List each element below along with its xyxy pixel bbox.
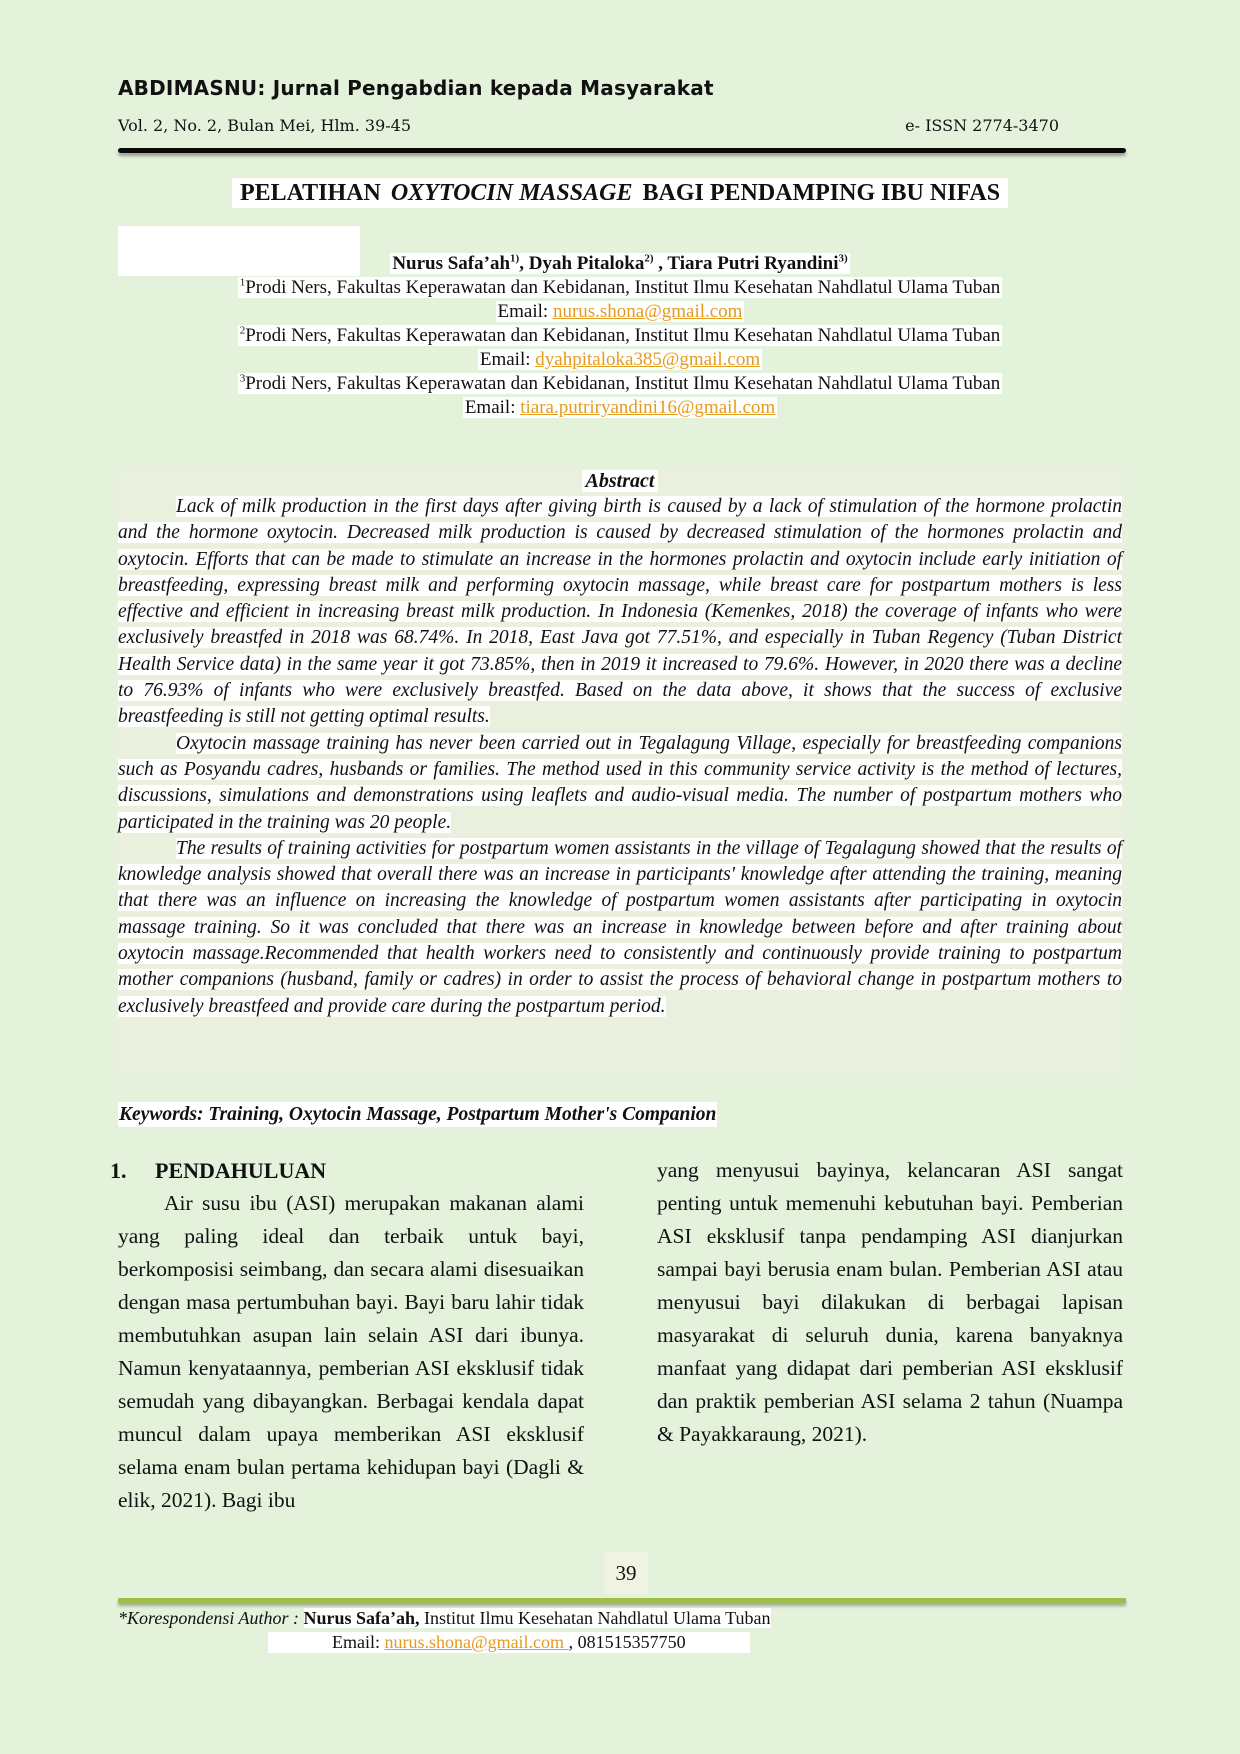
- abstract-paragraph: [118, 494, 1122, 731]
- email-link[interactable]: tiara.putriryandini16@gmail.com: [520, 397, 776, 418]
- affil-sup: 2: [239, 324, 246, 337]
- section-number: 1.: [110, 1158, 127, 1183]
- author-name: Dyah Pitaloka: [528, 253, 645, 274]
- correspondence-label: *Korespondensi Author :: [118, 1608, 304, 1628]
- email-label: Email:: [497, 301, 553, 322]
- issn: e- ISSN 2774-3470: [905, 116, 1059, 135]
- keywords: [118, 1104, 717, 1126]
- email-label: Email:: [479, 349, 536, 370]
- affiliation-1: [0, 276, 1240, 300]
- keywords-text: Keywords: Training, Oxytocin Massage, Postpartum Mother's Companion: [119, 1104, 717, 1125]
- affil-sup: 1: [239, 276, 246, 289]
- email-line-3: [0, 396, 1240, 420]
- section-heading: [110, 1154, 584, 1187]
- affil-text: Prodi Ners, Fakultas Keperawatan dan Kebidanan, Institut Ilmu Kesehatan Nahdlatul Ulama Tuban: [245, 325, 1001, 346]
- correspondence-institution: Institut Ilmu Kesehatan Nahdlatul Ulama Tuban: [419, 1608, 771, 1628]
- author-list: [0, 252, 1240, 276]
- correspondence-line: [118, 1608, 771, 1629]
- author-sup: 2): [644, 252, 654, 265]
- abstract-heading-text: Abstract: [582, 470, 659, 492]
- body-paragraph: Air susu ibu (ASI) merupakan makanan alami yang paling ideal dan terbaik untuk bayi, berkomposisi seimbang, dan secara alami disesuaikan dengan masa pertumbuhan bayi. Bayi baru lahir tidak membutuhkan asupan lain selain ASI dari ibunya. Namun kenyataannya, pemberian ASI eksklusif tidak semudah yang dibayangkan. Berbagai kendala dapat muncul dalam upaya memberikan ASI eksklusif selama enam bulan pertama kehidupan bayi (Dagli & elik, 2021). Bagi ibu: [118, 1191, 584, 1512]
- section-title: PENDAHULUAN: [155, 1158, 327, 1183]
- email-line-2: [0, 348, 1240, 372]
- email-link[interactable]: nurus.shona@gmail.com: [552, 301, 743, 322]
- header-divider: [118, 148, 1126, 153]
- affiliation-3: [0, 372, 1240, 396]
- title-italic: OXYTOCIN MASSAGE: [390, 180, 633, 206]
- affiliation-2: [0, 324, 1240, 348]
- affil-sup: 3: [239, 372, 246, 385]
- correspondence-contact: [268, 1632, 750, 1653]
- author-sup: 3): [838, 252, 848, 265]
- title-prefix: PELATIHAN: [236, 178, 391, 208]
- column-right: [657, 1154, 1123, 1451]
- correspondence-email-link[interactable]: nurus.shona@gmail.com: [384, 1632, 569, 1652]
- abstract-text: Oxytocin massage training has never been carried out in Tegalagung Village, especially for breastfeeding companions such as Posyandu cadres, husbands or families. The method used in this community service activity is the method of lectures, discussions, simulations and demonstrations using leaflets and audio-visual media. The number of postpartum mothers who participated in the training was 20 people.: [118, 732, 1122, 833]
- author-sep: ,: [519, 253, 529, 274]
- abstract-body: [118, 494, 1122, 1020]
- volume-info: Vol. 2, No. 2, Bulan Mei, Hlm. 39-45: [118, 116, 412, 135]
- email-line-1: [0, 300, 1240, 324]
- correspondence-author: Nurus Safa’ah,: [303, 1608, 420, 1628]
- email-link[interactable]: dyahpitaloka385@gmail.com: [535, 349, 761, 370]
- abstract-heading: [0, 470, 1240, 493]
- title-suffix: BAGI PENDAMPING IBU NIFAS: [632, 178, 1004, 208]
- affiliations: [0, 276, 1240, 420]
- author-sup: 1): [510, 252, 520, 265]
- column-left: [110, 1154, 584, 1517]
- email-label: Email:: [332, 1632, 385, 1652]
- abstract-paragraph: [118, 836, 1122, 1020]
- author-name: Tiara Putri Ryandini: [667, 253, 839, 274]
- email-label: Email:: [464, 397, 521, 418]
- body-paragraph: yang menyusui bayinya, kelancaran ASI sangat penting untuk memenuhi kebutuhan bayi. Pemberian ASI eksklusif tanpa pendamping ASI dianjurkan sampai bayi berusia enam bulan. Pemberian ASI atau menyusui bayi dilakukan di berbagai lapisan masyarakat di seluruh dunia, karena banyaknya manfaat yang didapat dari pemberian ASI eksklusif dan praktik pemberian ASI selama 2 tahun (Nuampa & Payakkaraung, 2021).: [657, 1158, 1123, 1446]
- affil-text: Prodi Ners, Fakultas Keperawatan dan Kebidanan, Institut Ilmu Kesehatan Nahdlatul Ulama Tuban: [245, 373, 1001, 394]
- journal-title: ABDIMASNU: Jurnal Pengabdian kepada Masyarakat: [118, 76, 714, 100]
- correspondence-phone: , 081515357750: [568, 1632, 686, 1652]
- author-sep: ,: [653, 253, 668, 274]
- affil-text: Prodi Ners, Fakultas Keperawatan dan Kebidanan, Institut Ilmu Kesehatan Nahdlatul Ulama Tuban: [245, 277, 1001, 298]
- abstract-paragraph: [118, 731, 1122, 836]
- footer-divider: [118, 1598, 1126, 1603]
- author-name: Nurus Safa’ah: [392, 253, 511, 274]
- abstract-text: Lack of milk production in the first days after giving birth is caused by a lack of stimulation of the hormone prolactin and the hormone oxytocin. Decreased milk production is caused by decreased stimulation of the hormones prolactin and oxytocin. Efforts that can be made to stimulate an increase in the hormones prolactin and oxytocin include early initiation of breastfeeding, expressing breast milk and performing oxytocin massage, while breast care for postpartum mothers is less effective and efficient in increasing breast milk production. In Indonesia (Kemenkes, 2018) the coverage of infants who were exclusively breastfed in 2018 was 68.74%. In 2018, East Java got 77.51%, and especially in Tuban Regency (Tuban District Health Service data) in the same year it got 73.85%, then in 2019 it increased to 79.6%. However, in 2020 there was a decline to 76.93% of infants who were exclusively breastfed. Based on the data above, it shows that the success of exclusive breastfeeding is still not getting optimal results.: [118, 496, 1122, 728]
- abstract-text: The results of training activities for postpartum women assistants in the village of Tegalagung showed that the results of knowledge analysis showed that overall there was an increase in participants' knowledge after attending the training, meaning that there was an influence on increasing the knowledge of postpartum women assistants after participating in oxytocin massage training. So it was concluded that there was an increase in knowledge between before and after training about oxytocin massage.Recommended that health workers need to consistently and continuously provide training to postpartum mother companions (husband, family or cadres) in order to assist the process of behavioral change in postpartum mothers to exclusively breastfeed and provide care during the postpartum period.: [118, 837, 1122, 1017]
- page-number: 39: [604, 1552, 648, 1594]
- paper-title: [0, 180, 1240, 207]
